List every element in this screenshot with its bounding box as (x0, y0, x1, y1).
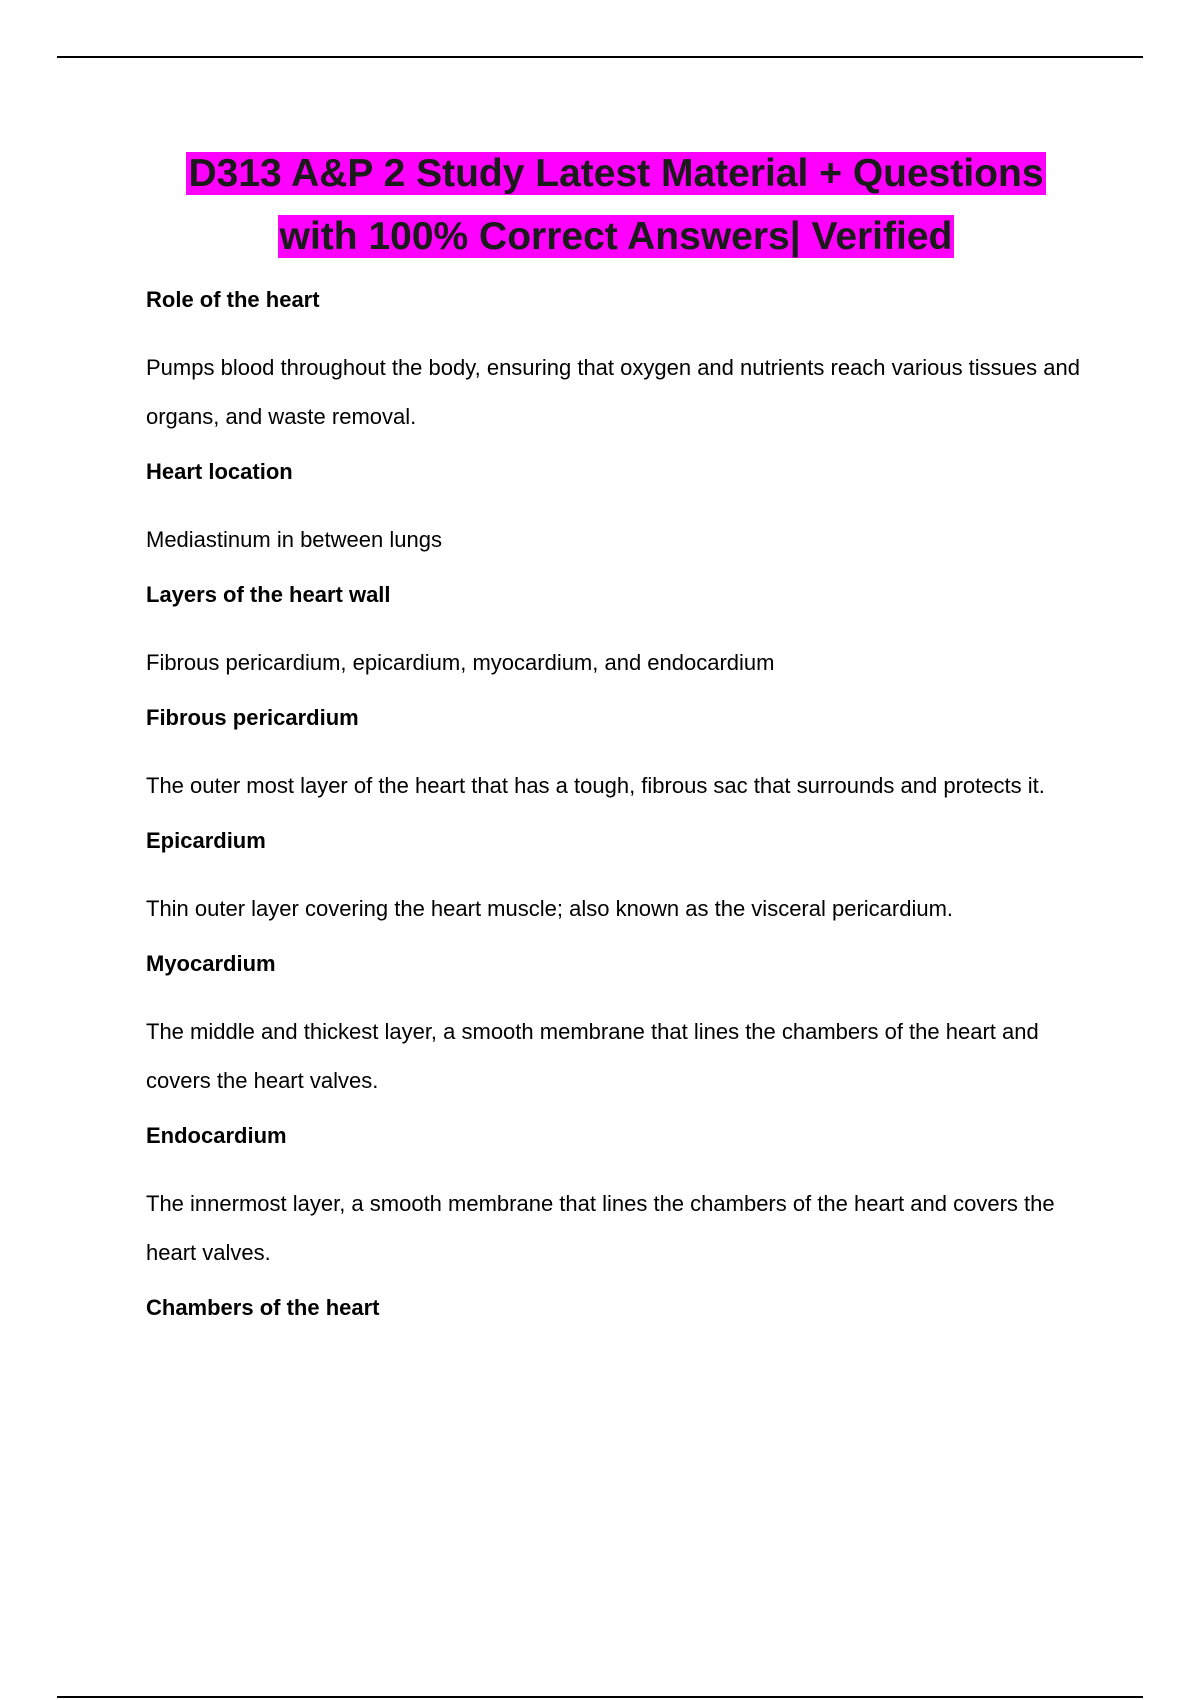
title-line-2: with 100% Correct Answers| Verified (279, 215, 953, 258)
document-title (0, 142, 1200, 268)
answer-text: Pumps blood throughout the body, ensuring that oxygen and nutrients reach various tissues and organs, and waste removal. (146, 355, 1080, 429)
question-heading: Fibrous pericardium (146, 705, 359, 730)
footer-rule (57, 1696, 1143, 1698)
header-rule (57, 56, 1143, 58)
answer-text: Fibrous pericardium, epicardium, myocardium, and endocardium (146, 650, 775, 675)
question-heading: Role of the heart (146, 287, 320, 312)
answer-text: The outer most layer of the heart that has a tough, fibrous sac that surrounds and protects it. (146, 773, 1045, 798)
answer-text: The innermost layer, a smooth membrane that lines the chambers of the heart and covers the heart valves. (146, 1191, 1055, 1265)
question-heading: Epicardium (146, 828, 266, 853)
question-heading: Chambers of the heart (146, 1295, 380, 1320)
title-line-1: D313 A&P 2 Study Latest Material + Questions (188, 152, 1044, 195)
question-heading: Endocardium (146, 1123, 287, 1148)
answer-text: Mediastinum in between lungs (146, 527, 442, 552)
question-heading: Layers of the heart wall (146, 582, 391, 607)
answer-text: The middle and thickest layer, a smooth membrane that lines the chambers of the heart and covers the heart valves. (146, 1019, 1039, 1093)
question-heading: Heart location (146, 459, 293, 484)
answer-text: Thin outer layer covering the heart muscle; also known as the visceral pericardium. (146, 896, 954, 921)
qa-list (146, 284, 1096, 1351)
question-heading: Myocardium (146, 951, 276, 976)
